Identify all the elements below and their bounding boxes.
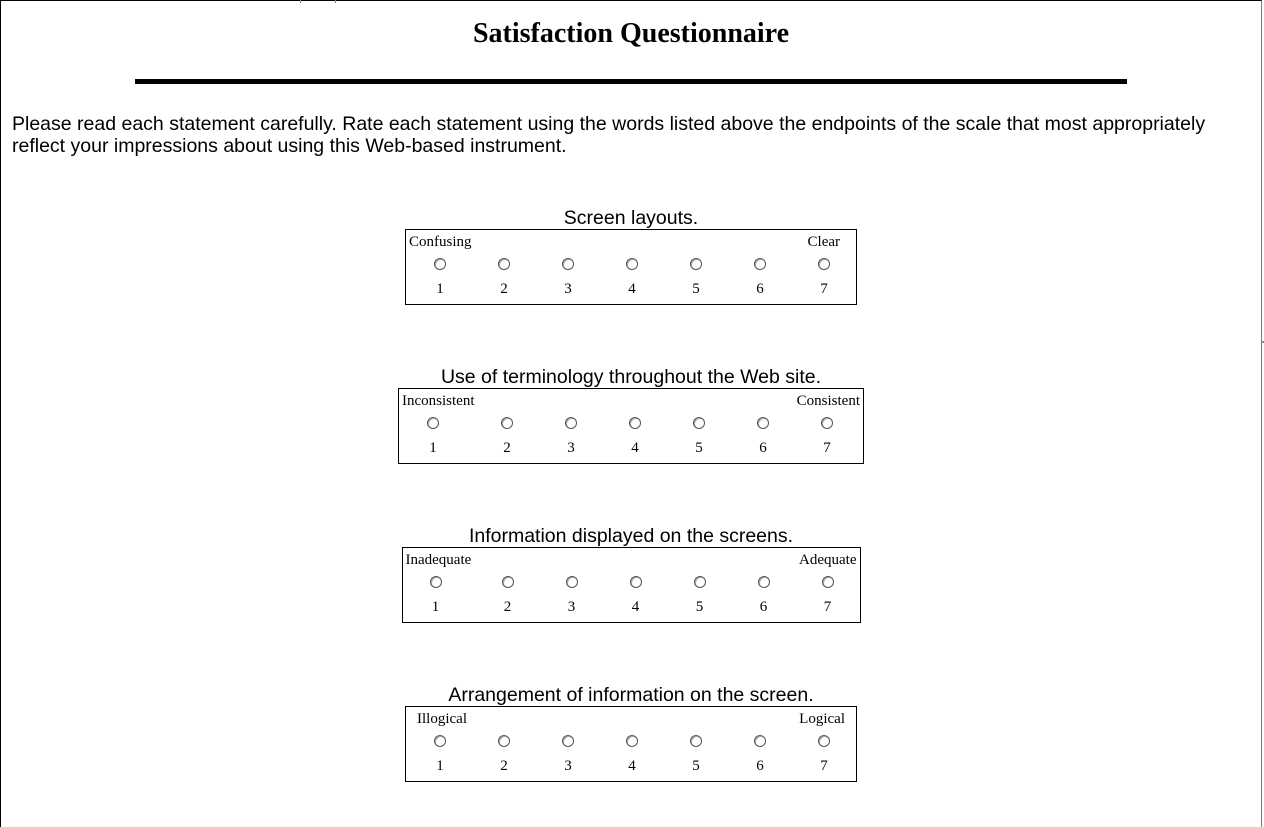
scale-number: 3	[564, 281, 572, 297]
rating-scale	[398, 388, 864, 464]
scale-low-label: Confusing	[409, 234, 472, 250]
question-arrangement	[0, 684, 1262, 782]
scale-number: 5	[695, 599, 704, 615]
question-prompt: Screen layouts.	[563, 207, 699, 229]
question-prompt: Use of terminology throughout the Web site.	[440, 366, 822, 388]
rating-scale	[402, 547, 861, 623]
scale-number: 6	[756, 758, 764, 774]
scale-number: 2	[500, 758, 508, 774]
rating-radio-7[interactable]	[822, 576, 834, 588]
scale-number: 4	[631, 599, 640, 615]
scale-number: 2	[503, 599, 512, 615]
rating-radio-1[interactable]	[434, 258, 446, 270]
scale-number: 2	[503, 440, 511, 456]
scale-number: 3	[567, 440, 575, 456]
rating-scale	[405, 229, 857, 305]
rating-radio-5[interactable]	[693, 417, 705, 429]
scale-number: 4	[631, 440, 639, 456]
scale-number: 6	[759, 440, 767, 456]
scale-number: 1	[429, 440, 437, 456]
scale-number: 7	[820, 281, 828, 297]
rating-radio-3[interactable]	[566, 576, 578, 588]
scale-high-label: Logical	[799, 711, 845, 727]
page-title: Satisfaction Questionnaire	[472, 18, 790, 49]
rating-radio-6[interactable]	[754, 258, 766, 270]
rating-radio-2[interactable]	[502, 576, 514, 588]
scale-high-label: Consistent	[796, 393, 860, 409]
scale-number: 5	[692, 281, 700, 297]
scale-number: 4	[628, 758, 636, 774]
rating-radio-6[interactable]	[758, 576, 770, 588]
scale-number: 6	[756, 281, 764, 297]
rating-radio-3[interactable]	[565, 417, 577, 429]
scale-number: 7	[823, 440, 831, 456]
scale-low-label: Inadequate	[405, 552, 472, 568]
scale-number: 3	[567, 599, 576, 615]
rating-scale	[405, 706, 857, 782]
scale-low-label: Illogical	[417, 711, 467, 727]
question-prompt: Information displayed on the screens.	[468, 525, 794, 547]
rating-radio-3[interactable]	[562, 258, 574, 270]
scale-high-label: Adequate	[799, 552, 857, 568]
scale-high-label: Clear	[807, 234, 840, 250]
scale-number: 2	[500, 281, 508, 297]
scale-number: 7	[823, 599, 832, 615]
scale-number: 4	[628, 281, 636, 297]
question-prompt: Arrangement of information on the screen.	[448, 684, 814, 706]
rating-radio-4[interactable]	[630, 576, 642, 588]
rating-radio-1[interactable]	[430, 576, 442, 588]
rating-radio-7[interactable]	[818, 735, 830, 747]
question-screen-layouts	[0, 207, 1262, 305]
scale-number: 1	[436, 281, 444, 297]
rating-radio-5[interactable]	[694, 576, 706, 588]
scale-number: 6	[759, 599, 768, 615]
rating-radio-2[interactable]	[498, 735, 510, 747]
rating-radio-1[interactable]	[434, 735, 446, 747]
instructions-text: Please read each statement carefully. Rate each statement using the words listed above the endpoints of the scale that most appropriately reflect your impressions about using this Web-based instrument.	[12, 113, 1206, 157]
scale-number: 1	[436, 758, 444, 774]
rating-radio-1[interactable]	[427, 417, 439, 429]
rating-radio-2[interactable]	[498, 258, 510, 270]
rating-radio-4[interactable]	[629, 417, 641, 429]
title-divider	[135, 79, 1127, 84]
rating-radio-4[interactable]	[626, 735, 638, 747]
rating-radio-7[interactable]	[818, 258, 830, 270]
rating-radio-6[interactable]	[757, 417, 769, 429]
rating-radio-7[interactable]	[821, 417, 833, 429]
top-edge-mark	[300, 0, 336, 3]
scale-number: 1	[431, 599, 440, 615]
scale-number: 5	[692, 758, 700, 774]
rating-radio-5[interactable]	[690, 735, 702, 747]
rating-radio-5[interactable]	[690, 258, 702, 270]
scale-number: 7	[820, 758, 828, 774]
scale-number: 5	[695, 440, 703, 456]
question-terminology	[0, 366, 1262, 464]
scale-number: 3	[564, 758, 572, 774]
question-information-displayed	[0, 525, 1262, 623]
rating-radio-3[interactable]	[562, 735, 574, 747]
rating-radio-2[interactable]	[501, 417, 513, 429]
scale-low-label: Inconsistent	[402, 393, 475, 409]
rating-radio-6[interactable]	[754, 735, 766, 747]
rating-radio-4[interactable]	[626, 258, 638, 270]
